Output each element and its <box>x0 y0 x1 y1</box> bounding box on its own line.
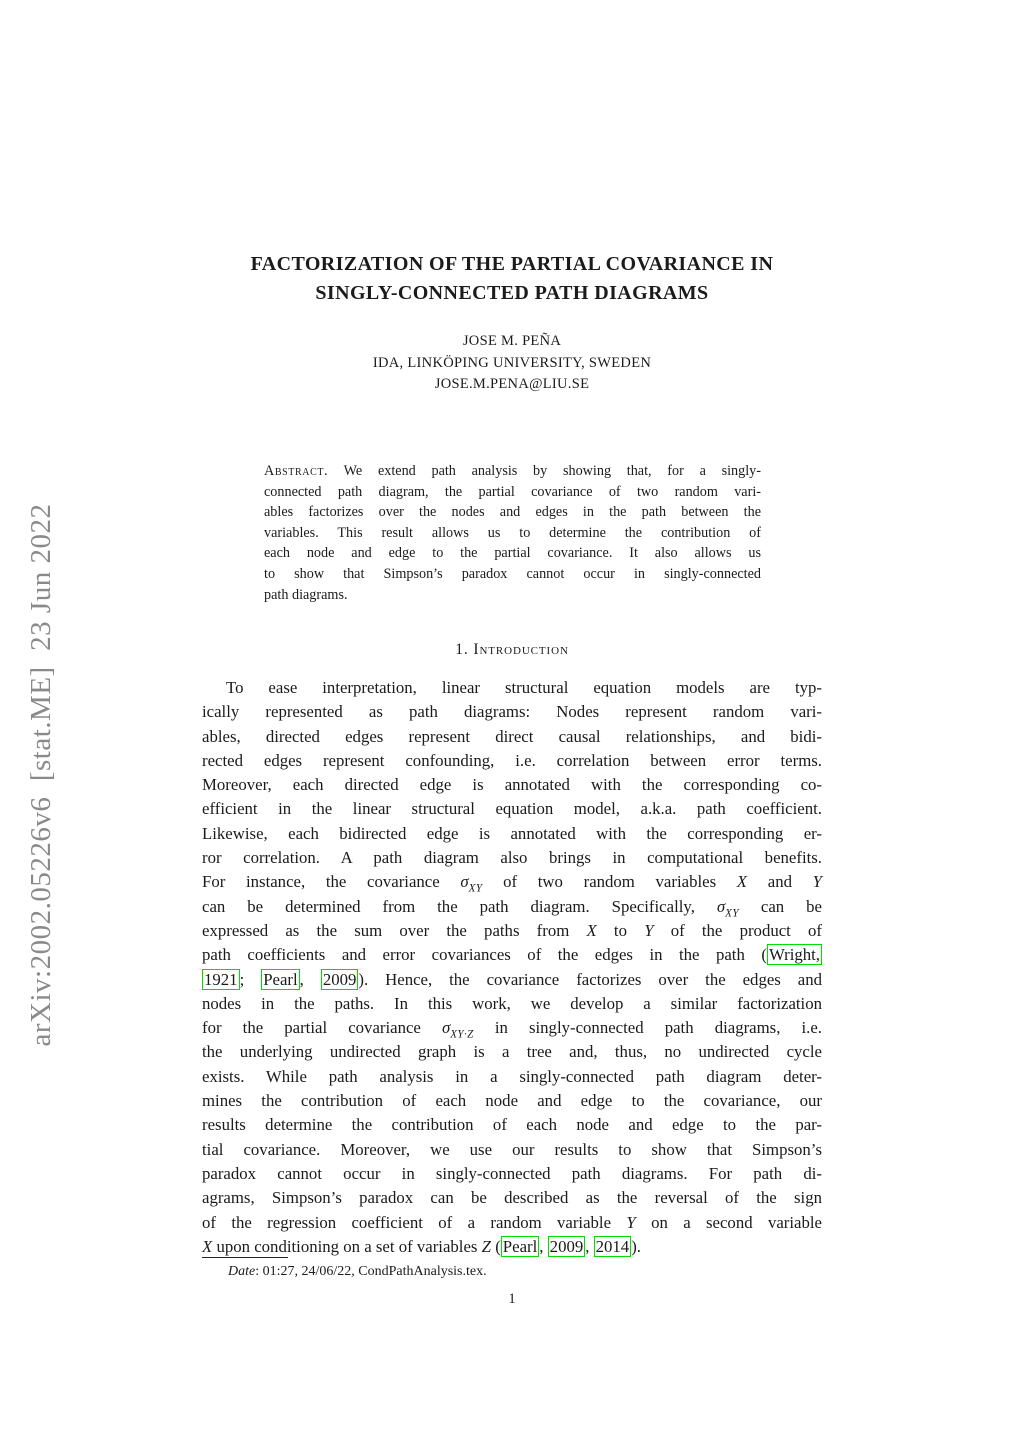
citation-link[interactable]: 2009 <box>322 969 357 989</box>
text-line: Likewise, each bidirected edge is annotated with the corresponding er- <box>202 823 822 843</box>
citation-link[interactable]: Pearl <box>263 969 298 989</box>
text-line: path diagrams. <box>264 586 348 603</box>
citation-link[interactable]: 2014 <box>595 1236 630 1256</box>
math-variable: X <box>586 920 597 940</box>
author-block <box>202 331 822 396</box>
math-variable: σ <box>441 1018 451 1038</box>
text-line: tial covariance. Moreover, we use our results to show that Simpson’s <box>202 1139 822 1159</box>
text-line: connected path diagram, the partial covariance of two random vari- <box>264 483 761 500</box>
math-variable: Y <box>626 1212 636 1232</box>
text-line: ables, directed edges represent direct causal relationships, and bidi- <box>202 726 822 746</box>
text-line: rected edges represent confounding, i.e. correlation between error terms. <box>202 750 822 770</box>
footnote-rule <box>202 1257 288 1258</box>
text-line: each node and edge to the partial covariance. It also allows us <box>264 545 761 562</box>
text-line: paradox cannot occur in singly-connected path diagrams. For path di- <box>202 1163 822 1183</box>
text-line: path coefficients and error covariances of the edges in the path ( Wright, <box>202 945 820 965</box>
author-name: JOSE M. PEÑA <box>462 333 562 349</box>
math-subscript: XY <box>725 907 739 920</box>
math-variable: σ <box>716 896 726 916</box>
math-variable: X <box>736 872 748 892</box>
math-subscript: XY·Z <box>450 1028 474 1041</box>
citation-link[interactable]: Pearl <box>502 1236 538 1256</box>
text-line: for the partial covariance $\sigma_{XY\cdot Z}$ in singly-connected path diagrams, i.e. <box>202 1018 822 1041</box>
math-variable: X <box>202 1236 213 1256</box>
text-line: Moreover, each directed edge is annotated with the corresponding co- <box>202 775 822 795</box>
paper-title-line1: FACTORIZATION OF THE PARTIAL COVARIANCE IN <box>250 253 774 275</box>
section-heading: 1. Introduction <box>455 641 569 658</box>
citation-link[interactable]: Wright, <box>768 945 820 965</box>
text-line: expressed as the sum over the paths from X to Y of the product of <box>202 920 822 940</box>
text-line: ically represented as path diagrams: Nodes represent random vari- <box>202 702 822 722</box>
text-line: Abstract. We extend path analysis by showing that, for a singly- <box>264 463 761 479</box>
math-variable: Z <box>481 1236 491 1256</box>
paper-title-line2: SINGLY-CONNECTED PATH DIAGRAMS <box>315 282 709 304</box>
text-line: To ease interpretation, linear structural equation models are typ- <box>226 678 822 697</box>
text-line: to show that Simpson’s paradox cannot occur in singly-connected <box>264 565 761 582</box>
text-line: agrams, Simpson’s paradox can be described as the reversal of the sign <box>202 1188 822 1208</box>
text-line: For instance, the covariance $\sigma_{XY}$ of two random variables X and Y <box>202 872 822 895</box>
math-variable: σ <box>460 872 469 892</box>
citation-link[interactable]: 2009 <box>549 1236 584 1256</box>
footnote <box>202 1257 822 1280</box>
text-line: ror correlation. A path diagram also brings in computational benefits. <box>202 848 822 868</box>
text-line: can be determined from the path diagram. Specifically, $\sigma_{XY}$ can be <box>202 896 822 920</box>
text-line: X upon conditioning on a set of variables Z ( Pearl , 2009 , 2014 ). <box>202 1236 641 1256</box>
text-line: nodes in the paths. In this work, we develop a similar factorization <box>202 993 822 1013</box>
text-line: results determine the contribution of each node and edge to the par- <box>202 1115 822 1135</box>
text-line: exists. While path analysis in a singly-connected path diagram deter- <box>202 1066 822 1086</box>
math-subscript: XY <box>468 882 483 895</box>
author-affiliation: IDA, LINKÖPING UNIVERSITY, SWEDEN <box>372 354 652 371</box>
text-line: of the regression coefficient of a random variable Y on a second variable <box>202 1212 822 1232</box>
introduction-paragraph <box>202 676 822 1259</box>
text-line: ables factorizes over the nodes and edges in the path between the <box>264 504 761 521</box>
math-variable: Y <box>812 872 822 892</box>
footnote-date <box>202 1264 822 1280</box>
author-email: JOSE.M.PENA@LIU.SE <box>434 376 590 392</box>
text-line: mines the contribution of each node and edge to the covariance, our <box>202 1091 822 1111</box>
abstract-label: Abstract. <box>264 463 329 479</box>
text-line: 1921 ; Pearl , 2009 ). Hence, the covariance factorizes over the edges and <box>204 969 822 989</box>
footnote-date-label: Date <box>228 1264 256 1279</box>
arxiv-watermark: arXiv:2002.05226v6 [stat.ME] 23 Jun 2022 <box>25 503 57 1047</box>
math-variable: Y <box>644 920 654 940</box>
text-line: efficient in the linear structural equation model, a.k.a. path coefficient. <box>202 799 822 819</box>
text-line: the underlying undirected graph is a tree and, thus, no undirected cycle <box>202 1042 822 1062</box>
paper-title <box>202 250 822 308</box>
abstract-text <box>264 461 761 605</box>
page-number: 1 <box>508 1291 516 1307</box>
text-line: variables. This result allows us to determine the contribution of <box>264 524 761 541</box>
footnote-date-text: : 01:27, 24/06/22, CondPathAnalysis.tex. <box>255 1264 487 1279</box>
citation-link[interactable]: 1921 <box>204 969 238 989</box>
